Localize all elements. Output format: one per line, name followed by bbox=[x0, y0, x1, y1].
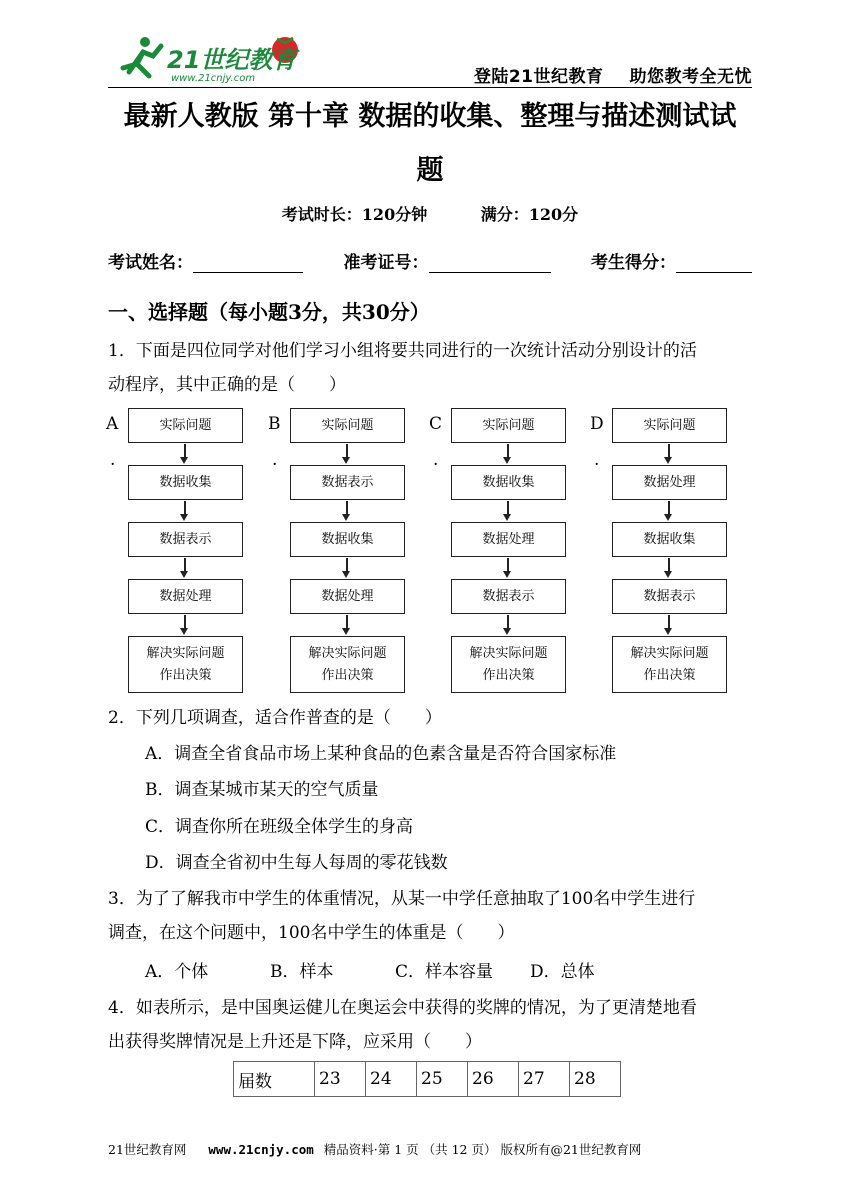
table-cell: 25 bbox=[417, 1062, 468, 1097]
flow-step-label: 解决实际问题 bbox=[308, 645, 387, 661]
question-4 bbox=[108, 991, 752, 1059]
flow-step-label: 数据表示 bbox=[643, 588, 696, 604]
name-blank[interactable] bbox=[193, 254, 303, 273]
table-cell: 届数 bbox=[234, 1062, 315, 1097]
q2-option-c: C．调查你所在班级全体学生的身高 bbox=[145, 817, 414, 837]
flow-arrow-icon bbox=[184, 615, 186, 629]
table-cell: 24 bbox=[366, 1062, 417, 1097]
q2-stem: 2．下列几项调查，适合作普查的是（ ） bbox=[108, 708, 442, 728]
option-letter: B bbox=[268, 414, 281, 434]
q2-option-b: B．调查某城市某天的空气质量 bbox=[145, 780, 379, 800]
q3-option-c: C．样本容量 bbox=[395, 962, 494, 982]
flow-arrow-icon bbox=[507, 558, 509, 572]
exam-duration: 考试时长：120分钟 bbox=[281, 205, 428, 224]
slogan-left: 登陆21世纪教育 bbox=[473, 67, 604, 87]
flow-step-box bbox=[451, 636, 566, 693]
table-cell: 26 bbox=[468, 1062, 519, 1097]
question-1 bbox=[108, 334, 752, 402]
flow-arrow-icon bbox=[507, 615, 509, 629]
flow-step-label: 实际问题 bbox=[482, 417, 535, 433]
option-letter: A bbox=[106, 414, 119, 434]
flow-step-box bbox=[290, 408, 405, 443]
flow-arrow-icon bbox=[346, 558, 348, 572]
score-blank[interactable] bbox=[676, 254, 752, 273]
flow-step-box bbox=[128, 522, 243, 557]
flow-step-label: 实际问题 bbox=[159, 417, 212, 433]
table-cell: 23 bbox=[315, 1062, 366, 1097]
flow-arrow-icon bbox=[507, 501, 509, 515]
q1-line-2: 动程序，其中正确的是（ ） bbox=[108, 375, 346, 395]
flow-arrow-icon bbox=[668, 558, 670, 572]
q4-line-2: 出获得奖牌情况是上升还是下降，应采用（ ） bbox=[108, 1032, 482, 1052]
site-logo bbox=[115, 32, 305, 84]
id-blank[interactable] bbox=[429, 254, 551, 273]
flow-step-box bbox=[612, 408, 727, 443]
flow-step-box bbox=[128, 408, 243, 443]
flow-step-box bbox=[451, 579, 566, 614]
logo-url: www.21cnjy.com bbox=[171, 73, 256, 84]
flow-arrow-icon bbox=[668, 444, 670, 458]
flow-arrow-icon bbox=[184, 501, 186, 515]
footer-page-info: 精品资料·第 1 页 （共 12 页） 版权所有@21世纪教育网 bbox=[323, 1142, 642, 1157]
section-heading: 一、选择题（每小题3分，共30分） bbox=[108, 300, 430, 324]
flow-step-box bbox=[128, 465, 243, 500]
q2-option-d: D．调查全省初中生每人每周的零花钱数 bbox=[145, 853, 448, 873]
flow-step-label: 作出决策 bbox=[321, 667, 374, 683]
flow-step-label: 实际问题 bbox=[643, 417, 696, 433]
flow-step-box bbox=[290, 522, 405, 557]
score-label: 考生得分： bbox=[591, 253, 676, 273]
exam-info bbox=[0, 202, 860, 225]
flow-step-label: 数据收集 bbox=[482, 474, 535, 490]
flow-arrow-icon bbox=[346, 501, 348, 515]
flow-step-label: 作出决策 bbox=[482, 667, 535, 683]
flow-step-label: 作出决策 bbox=[643, 667, 696, 683]
flow-arrow-icon bbox=[346, 615, 348, 629]
q3-line-1: 3．为了了解我市中学生的体重情况，从某一中学任意抽取了100名中学生进行 bbox=[108, 889, 696, 909]
option-letter: C bbox=[429, 414, 443, 434]
slogan-right: 助您教考全无忧 bbox=[629, 67, 752, 87]
flow-step-box bbox=[612, 579, 727, 614]
title-line-1: 最新人教版 第十章 数据的收集、整理与描述测试试 bbox=[123, 101, 737, 132]
flow-step-box bbox=[128, 636, 243, 693]
q3-line-2: 调查，在这个问题中，100名中学生的体重是（ ） bbox=[108, 923, 515, 943]
option-dot: . bbox=[594, 450, 600, 470]
option-letter: D bbox=[590, 414, 604, 434]
id-label: 准考证号： bbox=[343, 253, 429, 273]
page-footer bbox=[108, 1140, 752, 1158]
flow-step-label: 数据表示 bbox=[159, 531, 212, 547]
flow-step-box bbox=[290, 636, 405, 693]
header-slogan bbox=[448, 62, 752, 87]
flow-step-label: 作出决策 bbox=[159, 667, 212, 683]
flow-step-box bbox=[290, 465, 405, 500]
q2-option-a: A．调查全省食品市场上某种食品的色素含量是否符合国家标准 bbox=[145, 744, 617, 764]
flow-step-label: 数据表示 bbox=[321, 474, 374, 490]
q3-option-d: D．总体 bbox=[530, 962, 595, 982]
header-divider bbox=[108, 87, 752, 88]
flow-step-box bbox=[451, 408, 566, 443]
flow-step-box bbox=[128, 579, 243, 614]
q1-line-1: 1．下面是四位同学对他们学习小组将要共同进行的一次统计活动分别设计的活 bbox=[108, 341, 697, 361]
table-row bbox=[234, 1062, 621, 1097]
flow-step-label: 数据表示 bbox=[482, 588, 535, 604]
flow-step-label: 数据收集 bbox=[159, 474, 212, 490]
flow-arrow-icon bbox=[346, 444, 348, 458]
flowchart-option-c bbox=[429, 408, 566, 698]
flow-step-label: 数据处理 bbox=[159, 588, 212, 604]
q4-line-1: 4．如表所示，是中国奥运健儿在奥运会中获得的奖牌的情况，为了更清楚地看 bbox=[108, 998, 697, 1018]
flow-step-box bbox=[612, 465, 727, 500]
q3-option-b: B．样本 bbox=[270, 962, 334, 982]
logo-text: 21世纪教育 bbox=[167, 46, 297, 74]
flow-step-label: 解决实际问题 bbox=[146, 645, 225, 661]
option-dot: . bbox=[110, 450, 116, 470]
medal-table bbox=[233, 1061, 621, 1097]
flow-step-box bbox=[451, 522, 566, 557]
flow-arrow-icon bbox=[668, 501, 670, 515]
flow-arrow-icon bbox=[668, 615, 670, 629]
table-cell: 27 bbox=[519, 1062, 570, 1097]
flow-step-label: 数据收集 bbox=[321, 531, 374, 547]
flow-arrow-icon bbox=[184, 444, 186, 458]
flow-step-label: 解决实际问题 bbox=[630, 645, 709, 661]
flow-step-box bbox=[612, 636, 727, 693]
page-title bbox=[108, 90, 752, 198]
flow-step-label: 数据处理 bbox=[643, 474, 696, 490]
flow-step-label: 解决实际问题 bbox=[469, 645, 548, 661]
table-cell: 28 bbox=[570, 1062, 621, 1097]
footer-site: 21世纪教育网 bbox=[108, 1142, 187, 1157]
option-dot: . bbox=[272, 450, 278, 470]
flowchart-option-b bbox=[268, 408, 405, 698]
flow-step-box bbox=[451, 465, 566, 500]
flow-arrow-icon bbox=[184, 558, 186, 572]
flowchart-option-a bbox=[106, 408, 243, 698]
title-line-2: 题 bbox=[416, 155, 444, 186]
footer-url[interactable]: www.21cnjy.com bbox=[208, 1142, 314, 1157]
flowchart-option-d bbox=[590, 408, 727, 698]
flow-step-box bbox=[612, 522, 727, 557]
flow-step-label: 实际问题 bbox=[321, 417, 374, 433]
q3-option-a: A．个体 bbox=[145, 962, 209, 982]
exam-full-score: 满分：120分 bbox=[480, 205, 579, 224]
name-label: 考试姓名： bbox=[108, 253, 193, 273]
flow-step-box bbox=[290, 579, 405, 614]
q3-options bbox=[145, 960, 595, 984]
question-3 bbox=[108, 882, 752, 950]
examinee-info bbox=[108, 248, 752, 273]
flow-step-label: 数据收集 bbox=[643, 531, 696, 547]
flow-arrow-icon bbox=[507, 444, 509, 458]
option-dot: . bbox=[433, 450, 439, 470]
flow-step-label: 数据处理 bbox=[321, 588, 374, 604]
flow-step-label: 数据处理 bbox=[482, 531, 535, 547]
